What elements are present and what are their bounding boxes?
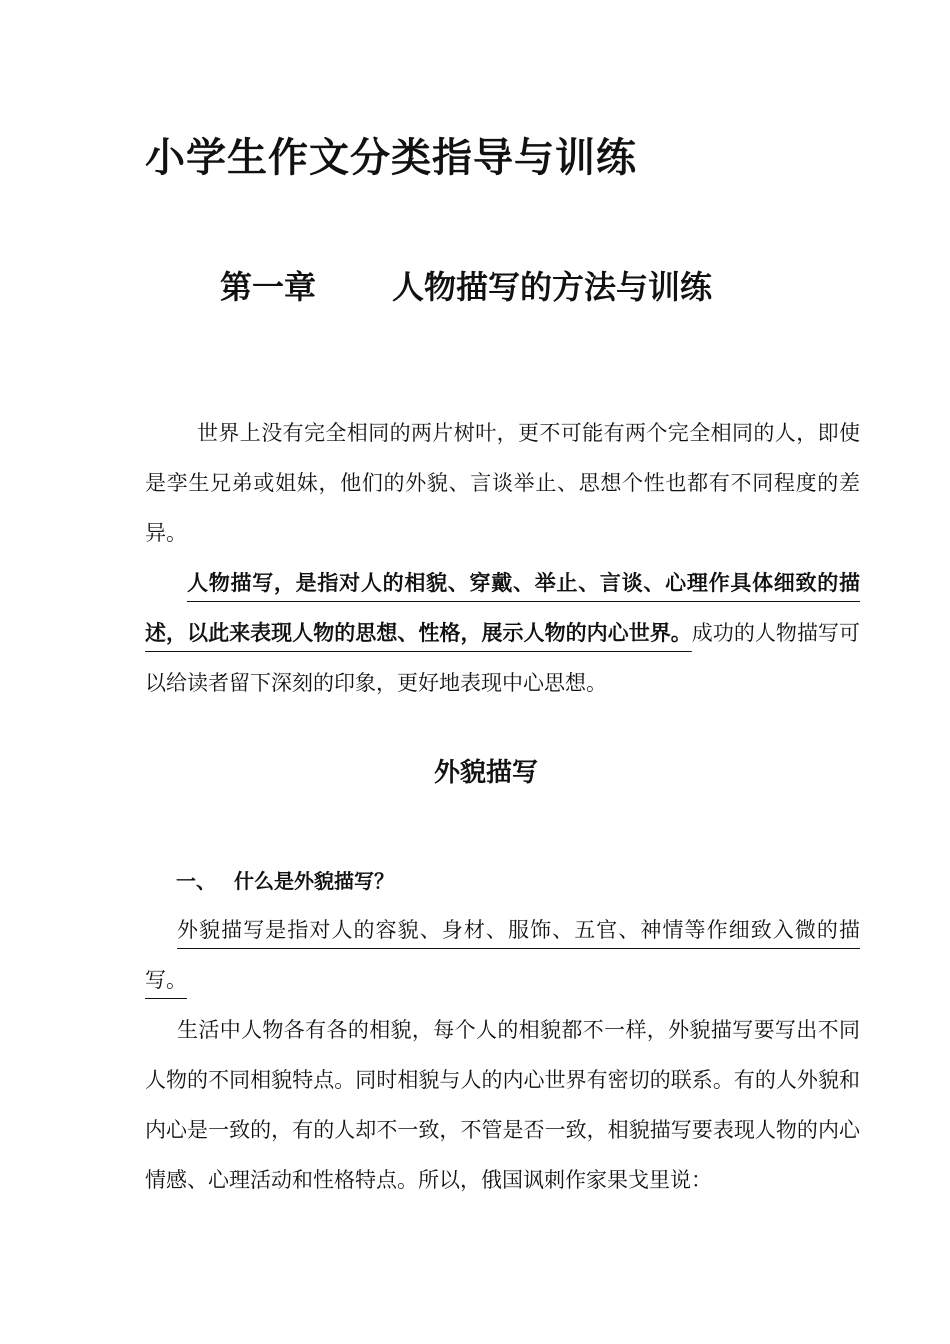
appearance-definition: 外貌描写是指对人的容貌、身材、服饰、五官、神情等作细致入微的描写。 bbox=[145, 918, 860, 992]
appearance-definition-paragraph bbox=[145, 905, 860, 1005]
chapter-heading bbox=[220, 262, 712, 308]
intro-paragraph: 世界上没有完全相同的两片树叶，更不可能有两个完全相同的人，即使是孪生兄弟或姐妹，他们的外貌、言谈举止、思想个性也都有不同程度的差异。 bbox=[145, 421, 860, 545]
page-title: 小学生作文分类指导与训练 bbox=[145, 135, 637, 181]
appearance-paragraph: 生活中人物各有各的相貌，每个人的相貌都不一样，外貌描写要写出不同人物的不同相貌特点。同时相貌与人的内心世界有密切的联系。有的人外貌和内心是一致的，有的人却不一致，不管是否一致，相貌描写要表现人物的内心情感、心理活动和性格特点。所以，俄国讽刺作家果戈里说： bbox=[145, 1018, 860, 1192]
chapter-name: 人物描写的方法与训练 bbox=[392, 268, 713, 306]
definition-paragraph-rest: 成功的人物描写可以给读者留下深刻的印象，更好地表现中心思想。 bbox=[145, 621, 861, 695]
section-title: 外貌描写 bbox=[433, 758, 538, 788]
subsection-number: 一、 bbox=[176, 869, 216, 893]
definition-paragraph bbox=[145, 558, 860, 708]
subsection-title: 什么是外貌描写？ bbox=[234, 869, 394, 893]
character-description-definition: 人物描写，是指对人的相貌、穿戴、举止、言谈、心理作具体细致的描述，以此来表现人物的思想、性格，展示人物的内心世界。 bbox=[145, 571, 860, 645]
subsection-heading bbox=[176, 865, 394, 894]
chapter-number: 第一章 bbox=[220, 268, 317, 306]
